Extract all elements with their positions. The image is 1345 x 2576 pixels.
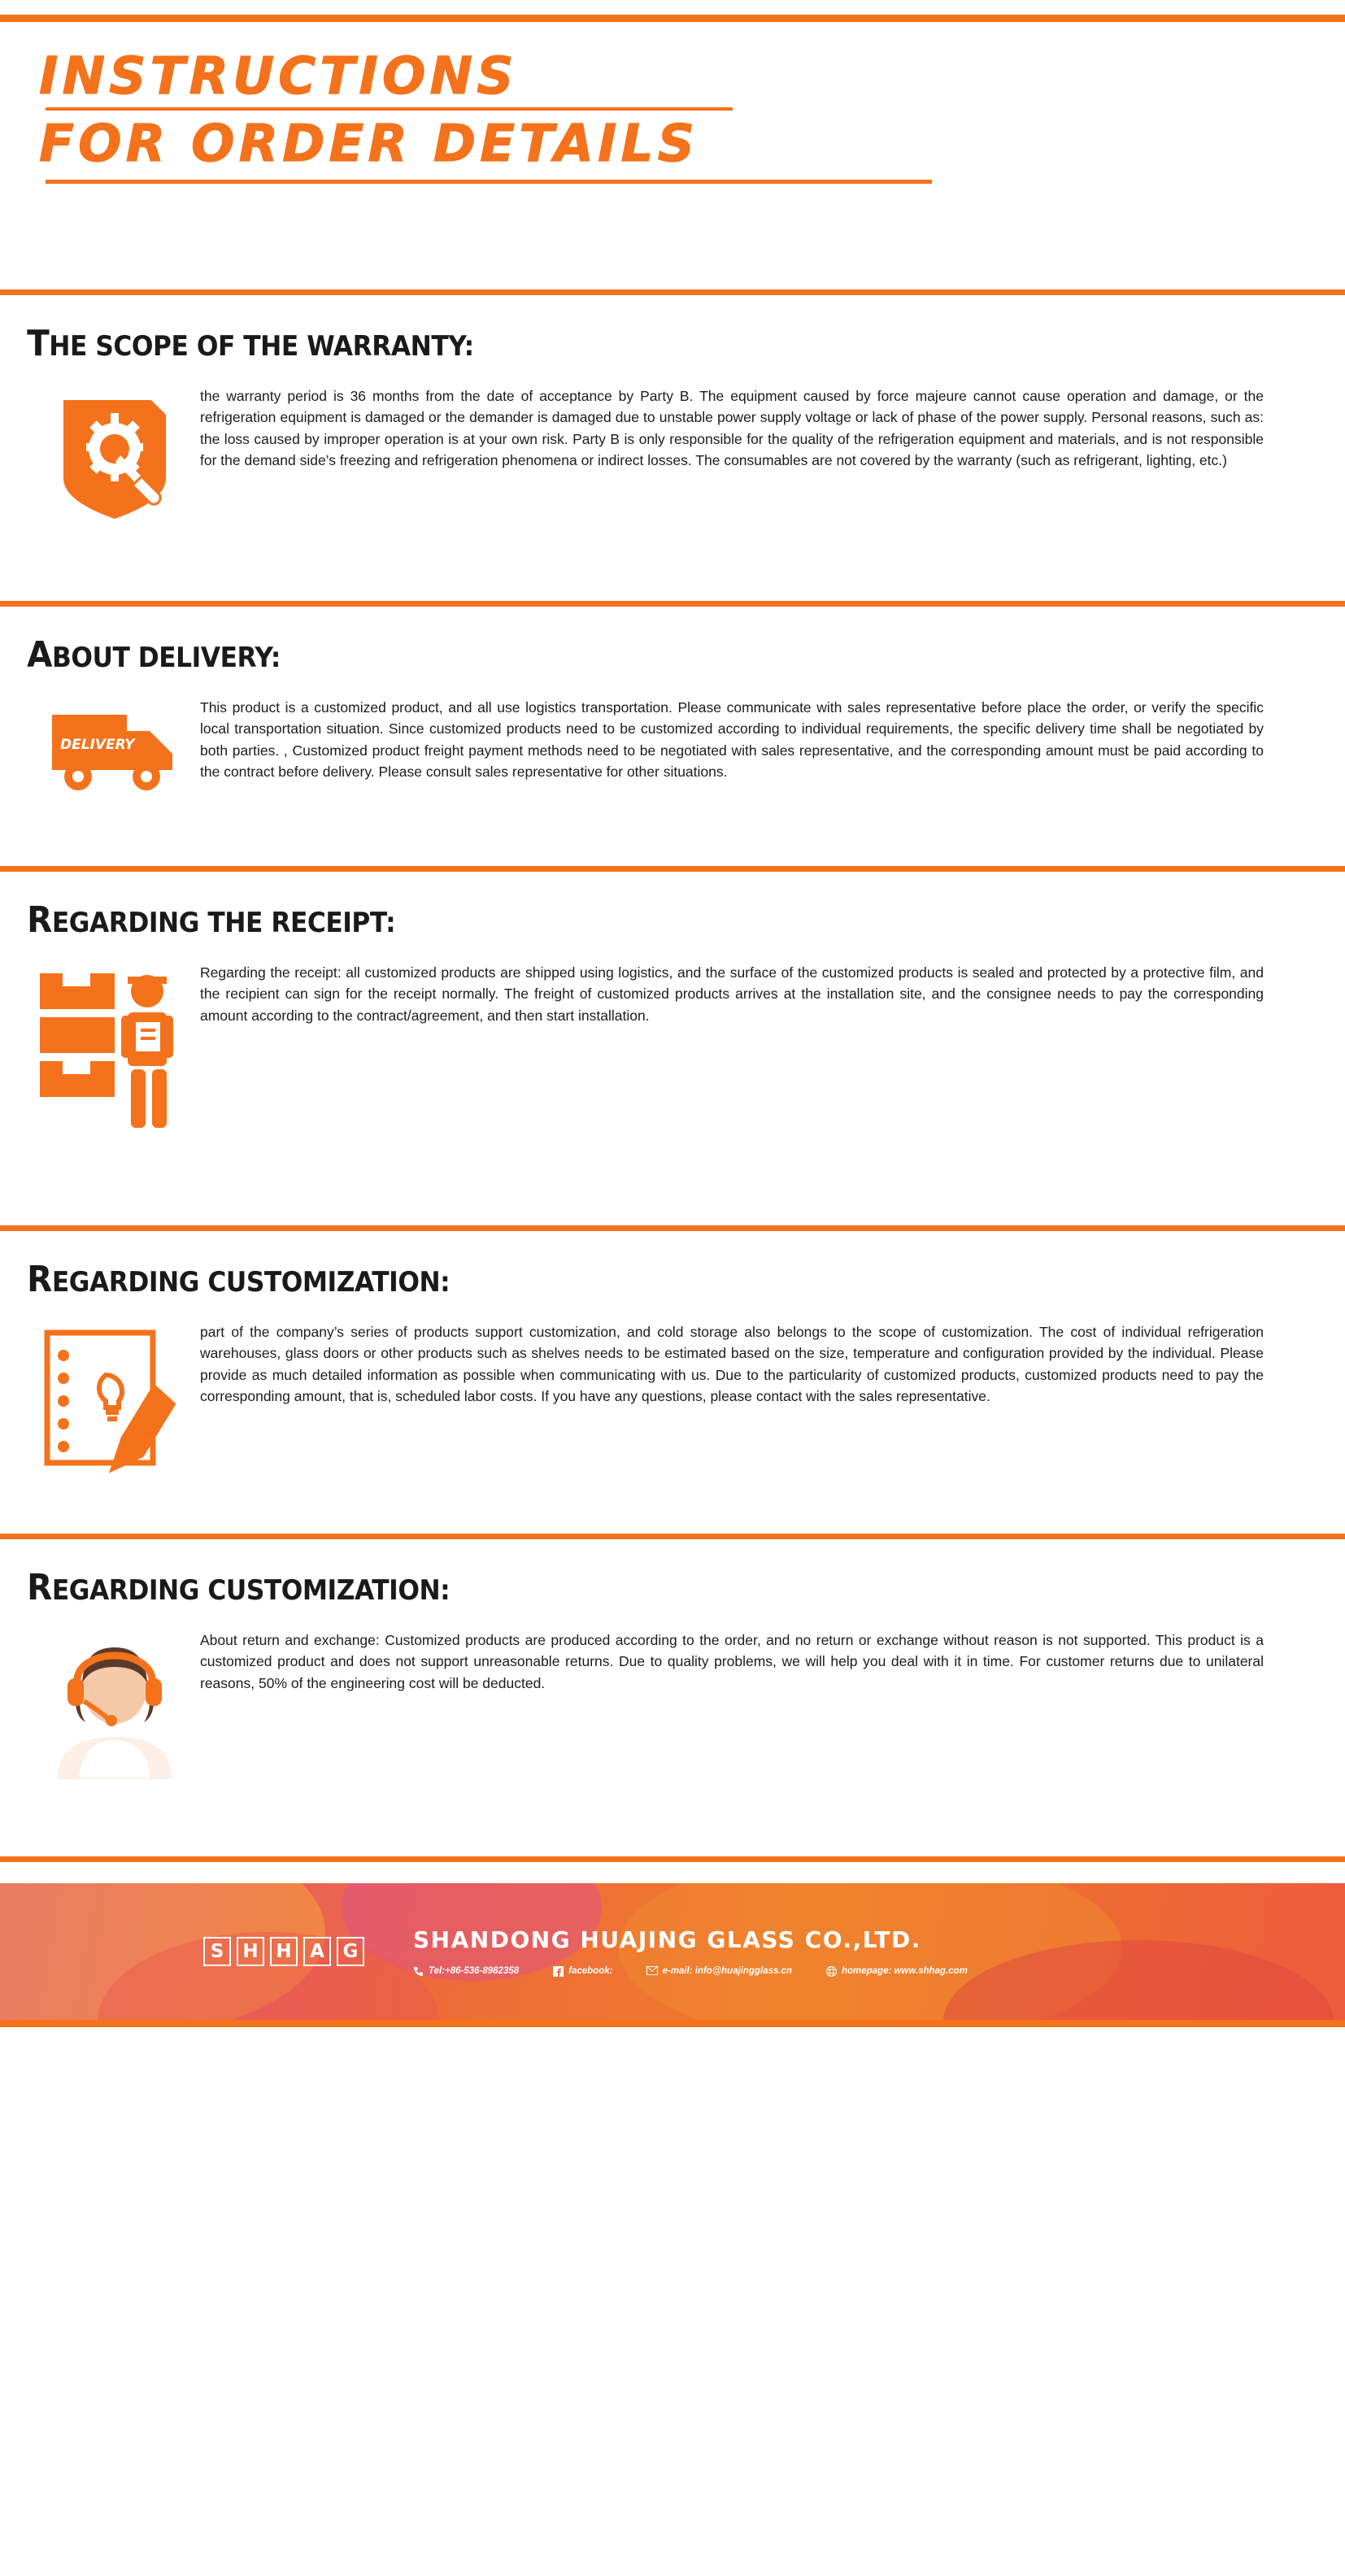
section-bottom-space-3 — [0, 1136, 1345, 1225]
section-return-exchange — [0, 1539, 1345, 1856]
section-delivery — [0, 607, 1345, 866]
section-customization — [0, 1231, 1345, 1534]
section-heading-2: ABOUT DELIVERY: — [27, 633, 281, 676]
contact-email-text: e-mail: info@huajingglass.cn — [662, 1966, 792, 1977]
page-title — [0, 22, 1345, 184]
warehouse-worker-boxes-icon — [29, 962, 200, 1136]
logo-letter-1: S — [203, 1937, 231, 1966]
logo-letter-3: H — [270, 1937, 298, 1966]
section-text-1: the warranty period is 36 months from the date of acceptance by Party B. The equipment caused by force majeure cannot cause operation and damage, or the refrigeration equipment is damaged or the demander is damaged due to unstable power supply voltage or lack of phase of the power supply. Personal reasons, such as: the loss caused by improper operation is at your own risk. Party B is only responsible for the quality of the refrigeration equipment and materials, and is not responsible for the demand side’s freezing and refrigeration phenomena or indirect losses. The consumables are not covered by the warranty (such as refrigerant, lighting, etc.) — [200, 387, 1264, 469]
section-text-4: part of the company’s series of products support customization, and cold storage also belongs to the scope of customization. The cost of individual refrigeration warehouses, glass doors or other products such as shelves needs to be estimated based on the size, temperature and configuration provided by the individual. Please provide as much detailed information as possible when communicating with us. Due to the particularity of customized products, customized products need to pay the corresponding amount, that is, scheduled labor costs. If you have any questions, please contact with the sales representative. — [200, 1323, 1264, 1405]
section-receipt — [0, 872, 1345, 1225]
section-divider-5 — [0, 1534, 1345, 1539]
delivery-truck-icon — [29, 697, 200, 798]
contact-email[interactable] — [646, 1966, 791, 1977]
page-title-line-1: INSTRUCTIONS — [39, 46, 518, 106]
section-divider-4 — [0, 1225, 1345, 1231]
section-heading-1: THE SCOPE OF THE WARRANTY: — [27, 322, 474, 364]
document-page — [0, 15, 1345, 2576]
company-logo — [203, 1937, 364, 1966]
company-name: SHANDONG HUAJING GLASS CO.,LTD. — [413, 1925, 921, 1953]
contact-homepage-text: homepage: www.shhag.com — [841, 1966, 968, 1977]
phone-icon — [413, 1966, 424, 1977]
facebook-icon — [553, 1966, 564, 1977]
contact-row — [413, 1966, 968, 1977]
section-bottom-space-5 — [0, 1783, 1345, 1856]
logo-letter-2: H — [237, 1937, 264, 1966]
top-accent-rule — [0, 15, 1345, 22]
section-text-2: This product is a customized product, and all use logistics transportation. Please communicate with sales representative before place the order, or verify the specific local transportation situation. Since customized products need to be customized according to individual requirements, the specific delivery time shall be negotiated by both parties. , Customized product freight payment methods need to be negotiated with sales representative, and the corresponding amount must be paid according to the contract before delivery. Please consult sales representative for other situations. — [200, 698, 1264, 781]
section-bottom-space-4 — [0, 1483, 1345, 1534]
customer-service-agent-icon — [29, 1630, 200, 1783]
contact-phone[interactable] — [413, 1966, 519, 1977]
section-bottom-space-1 — [0, 523, 1345, 601]
section-divider-2 — [0, 601, 1345, 607]
section-divider-1 — [0, 289, 1345, 295]
contact-phone-text: Tel:+86-536-8982358 — [429, 1966, 520, 1977]
shield-gear-wrench-icon — [29, 385, 200, 523]
section-heading-4: REGARDING CUSTOMIZATION: — [27, 1258, 451, 1300]
svg-text:DELIVERY: DELIVERY — [60, 736, 135, 753]
contact-facebook-text: facebook: — [568, 1966, 613, 1977]
notepad-bulb-pen-icon — [29, 1321, 200, 1483]
section-text-3: Regarding the receipt: all customized products are shipped using logistics, and the surface of the customized products is sealed and protected by a protective film, and the recipient can sign for the receipt normally. The freight of customized products arrives at the installation site, and the consignee needs to pay the corresponding amount according to the contract/agreement, and then start installation. — [200, 964, 1264, 1024]
section-heading-3: REGARDING THE RECEIPT: — [27, 899, 396, 941]
section-bottom-space-2 — [0, 798, 1345, 866]
section-warranty — [0, 295, 1345, 601]
page-title-line-2: FOR ORDER DETAILS — [39, 113, 699, 173]
title-underline-top — [46, 107, 733, 111]
section-heading-5: REGARDING CUSTOMIZATION: — [27, 1566, 451, 1608]
section-text-5: About return and exchange: Customized products are produced according to the order, and no return or exchange without reason is not supported. This product is a customized product and does not support unreasonable returns. Due to quality problems, we will help you deal with it in time. For customer returns due to unilateral reasons, 50% of the engineering cost will be deducted. — [200, 1631, 1264, 1691]
logo-letter-4: A — [303, 1937, 331, 1966]
contact-homepage[interactable] — [826, 1966, 968, 1977]
footer-banner — [0, 1883, 1345, 2020]
contact-facebook[interactable] — [553, 1966, 612, 1977]
logo-letter-5: G — [337, 1937, 364, 1966]
footer-top-rule — [0, 1856, 1345, 1862]
title-underline-bottom — [46, 180, 932, 184]
email-icon — [646, 1966, 657, 1977]
title-spacer — [0, 184, 1345, 289]
section-divider-3 — [0, 866, 1345, 872]
footer-bottom-rule — [0, 2020, 1345, 2027]
globe-icon — [826, 1966, 837, 1977]
